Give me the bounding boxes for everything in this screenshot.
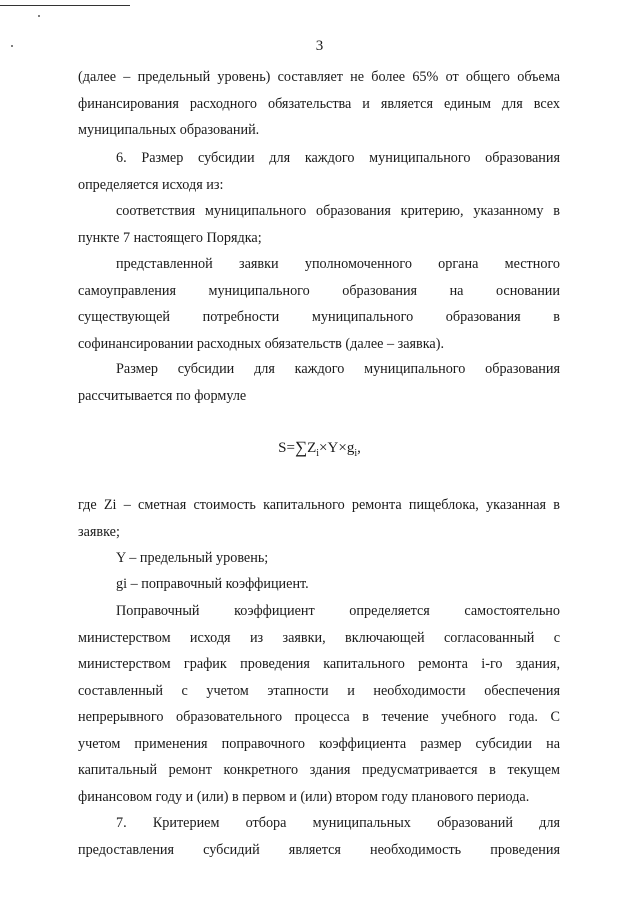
sum-symbol: ∑ <box>294 438 308 457</box>
paragraph-item-7 <box>78 810 560 863</box>
text-line: софинансировании расходных обязательств (далее – заявка). <box>78 335 444 352</box>
text-line: соответствия муниципального образования критерию, указанному в <box>116 203 560 219</box>
page-number: 3 <box>315 38 324 54</box>
text-line: Поправочный коэффициент определяется самостоятельно <box>116 603 560 619</box>
scan-speck <box>38 15 40 17</box>
text-line: 7. Критерием отбора муниципальных образований для <box>116 815 560 831</box>
text-line: предоставления субсидий является необходимость проведения <box>78 841 560 858</box>
text-line: министерством исходя из заявки, включающей согласованный с <box>78 629 560 646</box>
text-line: пункте 7 настоящего Порядка; <box>78 229 262 246</box>
paragraph-y-definition <box>78 545 560 572</box>
text-line: gi – поправочный коэффициент. <box>116 576 309 592</box>
text-line: муниципальных образований. <box>78 122 260 138</box>
formula-lhs: S= <box>278 440 295 456</box>
top-margin-rule <box>0 5 130 6</box>
text-line: самоуправления муниципального образования на основании <box>78 282 560 299</box>
text-line: где Zi – сметная стоимость капитального ремонта пищеблока, указанная в <box>78 497 560 513</box>
text-line: капитальный ремонт конкретного здания предусматривается в текущем <box>78 762 560 778</box>
text-line: учетом применения поправочного коэффициента размер субсидии на <box>78 735 560 752</box>
formula-g-subscript: i <box>354 448 358 459</box>
text-line: определяется исходя из: <box>78 176 224 193</box>
text-line: заявке; <box>78 523 120 540</box>
text-line: министерством график проведения капитального ремонта i-го здания, <box>78 656 560 672</box>
subsidy-formula <box>0 437 639 459</box>
paragraph-correction-factor <box>78 598 560 810</box>
text-line: рассчитывается по формуле <box>78 387 247 404</box>
text-line: финансирования расходного обязательства и является единым для всех <box>78 95 560 112</box>
text-line: представленной заявки уполномоченного органа местного <box>116 256 560 272</box>
formula-times: ×Y× <box>319 440 347 456</box>
text-line: Y – предельный уровень; <box>116 550 269 566</box>
formula-z: Z <box>307 440 317 456</box>
text-line: (далее – предельный уровень) составляет не более 65% от общего объема <box>78 69 560 85</box>
text-line: Размер субсидии для каждого муниципального образования <box>116 361 560 377</box>
formula-g: g <box>346 440 355 456</box>
formula-tail: , <box>357 440 361 456</box>
text-line: непрерывного образовательного процесса в течение учебного года. С <box>78 709 560 725</box>
text-line: финансовом году и (или) в первом и (или) втором году планового периода. <box>78 788 530 805</box>
text-line: существующей потребности муниципального образования в <box>78 309 560 325</box>
paragraph-gi-definition <box>78 571 560 598</box>
paragraph-application <box>78 251 560 357</box>
paragraph-item-6 <box>78 145 560 198</box>
paragraph-zi-definition <box>78 492 560 545</box>
formula-z-subscript: i <box>316 448 320 459</box>
paragraph-subsidy-size <box>78 356 560 409</box>
paragraph-continuation <box>78 64 560 144</box>
text-line: 6. Размер субсидии для каждого муниципального образования <box>116 150 560 166</box>
paragraph-criterion-compliance <box>78 198 560 251</box>
text-line: составленный с учетом этапности и необходимости обеспечения <box>78 682 560 699</box>
